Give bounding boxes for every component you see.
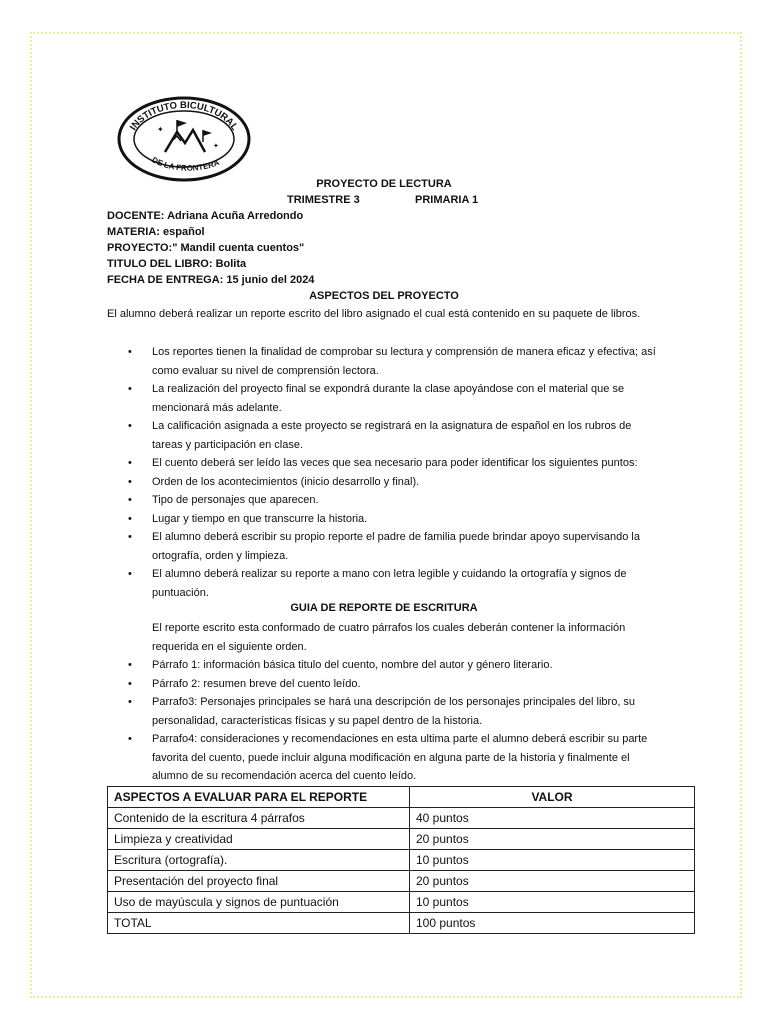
field-materia: MATERIA: español bbox=[107, 226, 205, 238]
table-cell: 10 puntos bbox=[410, 850, 695, 871]
table-row bbox=[108, 913, 695, 934]
evaluation-table bbox=[107, 786, 695, 934]
list-item: • El cuento deberá ser leído las veces que sea necesario para poder identificar los siguientes puntos: bbox=[128, 457, 638, 469]
table-cell: 10 puntos bbox=[410, 892, 695, 913]
svg-text:DE LA FRONTERA bbox=[150, 155, 220, 172]
field-fecha-entrega: FECHA DE ENTREGA: 15 junio del 2024 bbox=[107, 274, 315, 286]
field-proyecto: PROYECTO:" Mandil cuenta cuentos" bbox=[107, 242, 305, 254]
trimestre-label: TRIMESTRE 3 bbox=[287, 194, 360, 206]
aspects-title: ASPECTOS DEL PROYECTO bbox=[309, 290, 459, 302]
list-item: • Tipo de personajes que aparecen. bbox=[128, 494, 319, 506]
table-cell: Limpieza y creatividad bbox=[108, 829, 410, 850]
list-item: • La calificación asignada a este proyecto se registrará en la asignatura de español en los rubros de tareas y participación en clase. bbox=[128, 420, 632, 451]
field-titulo-libro: TITULO DEL LIBRO: Bolita bbox=[107, 258, 247, 270]
table-row bbox=[108, 850, 695, 871]
table-cell: TOTAL bbox=[108, 913, 410, 934]
list-item: • El alumno deberá realizar su reporte a mano con letra legible y cuidando la ortografía y signos de puntuación. bbox=[128, 568, 627, 599]
logo-top-text: INSTITUTO BICULTURAL bbox=[127, 99, 241, 133]
primaria-label: PRIMARIA 1 bbox=[415, 194, 479, 206]
aspects-intro: El alumno deberá realizar un reporte escrito del libro asignado el cual está contenido en su paquete de libros. bbox=[107, 308, 641, 320]
table-row bbox=[108, 808, 695, 829]
list-item: • Parrafo4: consideraciones y recomendaciones en esta ultima parte el alumno deberá escribir su parte favorita del cuento, puede incluir alguna modificación en alguna parte de la historia y finalmente el alumno de su recomendación acerca del cuento leído. bbox=[128, 733, 648, 782]
field-docente: DOCENTE: Adriana Acuña Arredondo bbox=[107, 210, 304, 222]
list-item: • Orden de los acontecimientos (inicio desarrollo y final). bbox=[128, 475, 420, 488]
table-cell: 20 puntos bbox=[410, 829, 695, 850]
svg-text:✦: ✦ bbox=[157, 125, 164, 134]
table-cell: Presentación del proyecto final bbox=[108, 871, 410, 892]
list-item: • Lugar y tiempo en que transcurre la historia. bbox=[128, 512, 368, 525]
guide-title: GUIA DE REPORTE DE ESCRITURA bbox=[290, 602, 478, 614]
table-row bbox=[108, 871, 695, 892]
list-item: • La realización del proyecto final se expondrá durante la clase apoyándose con el material que se mencionará más adelante. bbox=[128, 383, 625, 414]
table-header-aspects: ASPECTOS A EVALUAR PARA EL REPORTE bbox=[108, 787, 410, 808]
table-cell: 100 puntos bbox=[410, 913, 695, 934]
guide-bullet-list bbox=[120, 656, 665, 786]
table-row bbox=[108, 892, 695, 913]
table-row bbox=[108, 829, 695, 850]
table-cell: Contenido de la escritura 4 párrafos bbox=[108, 808, 410, 829]
list-item: • Los reportes tienen la finalidad de comprobar su lectura y comprensión de manera eficaz y efectiva; así como evaluar su nivel de comprensión lectora. bbox=[128, 346, 656, 377]
list-item: • Párrafo 2: resumen breve del cuento leído. bbox=[128, 677, 361, 690]
table-cell: 40 puntos bbox=[410, 808, 695, 829]
table-header-row bbox=[108, 787, 695, 808]
logo-bottom-text: DE LA FRONTERA bbox=[150, 155, 221, 173]
table-header-value: VALOR bbox=[410, 787, 695, 808]
guide-intro: El reporte escrito esta conformado de cuatro párrafos los cuales deberán contener la información requerida en el siguiente orden. bbox=[152, 622, 626, 653]
list-item: • Párrafo 1: información básica titulo del cuento, nombre del autor y género literario. bbox=[128, 659, 553, 671]
school-logo bbox=[117, 96, 251, 182]
svg-text:✦: ✦ bbox=[213, 142, 219, 150]
table-cell: Uso de mayúscula y signos de puntuación bbox=[108, 892, 410, 913]
table-cell: Escritura (ortografía). bbox=[108, 850, 410, 871]
aspects-bullet-list bbox=[120, 343, 665, 602]
list-item: • Parrafo3: Personajes principales se hará una descripción de los personajes principales del libro, su personalidad, características físicas y su papel dentro de la historia. bbox=[128, 696, 636, 727]
table-cell: 20 puntos bbox=[410, 871, 695, 892]
list-item: • El alumno deberá escribir su propio reporte el padre de familia puede brindar apoyo supervisando la ortografía, orden y limpieza. bbox=[128, 531, 640, 562]
page-title: PROYECTO DE LECTURA bbox=[316, 178, 452, 190]
